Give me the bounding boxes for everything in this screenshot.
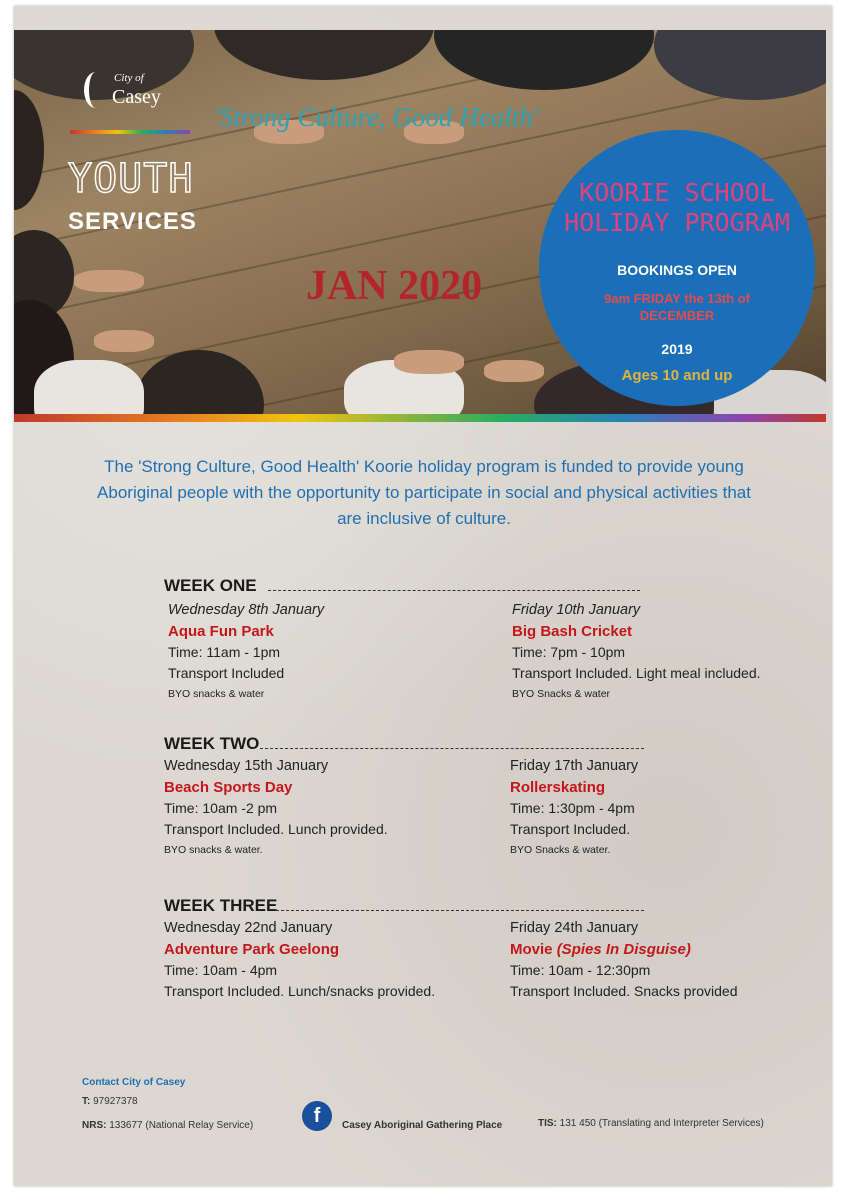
day-time: Time: 10am - 4pm bbox=[164, 962, 278, 978]
day-note: BYO snacks & water bbox=[168, 688, 265, 700]
day-date: Wednesday 22nd January bbox=[164, 920, 333, 936]
day-date: Wednesday 15th January bbox=[164, 758, 329, 774]
week-title: WEEK THREE bbox=[164, 896, 278, 915]
program-intro: The 'Strong Culture, Good Health' Koorie holiday program is funded to provide young Aboriginal people with the opportunity to participate in social and physical activities that are inclusive of culture. bbox=[97, 457, 751, 528]
header-photo bbox=[14, 30, 826, 420]
bookings-badge bbox=[539, 130, 815, 406]
day-date: Friday 17th January bbox=[510, 758, 639, 774]
badge-program-title: KOORIE SCHOOL HOLIDAY PROGRAM bbox=[564, 178, 790, 237]
footer-gathering-place[interactable]: Casey Aboriginal Gathering Place bbox=[342, 1120, 503, 1131]
day-activity: Rollerskating bbox=[510, 779, 606, 796]
nrs-label: NRS: bbox=[82, 1120, 107, 1131]
flyer bbox=[14, 6, 832, 1186]
day-transport: Transport Included bbox=[168, 665, 285, 681]
city-of-casey-logo bbox=[84, 68, 184, 118]
day-card bbox=[168, 600, 324, 705]
badge-year: 2019 bbox=[661, 341, 693, 357]
badge-bookings-date: 9am FRIDAY the 13th of DECEMBER bbox=[604, 291, 750, 323]
logo-casey: Casey bbox=[112, 86, 161, 108]
day-note: BYO Snacks & water. bbox=[510, 844, 611, 856]
day-time: Time: 10am - 12:30pm bbox=[510, 962, 651, 978]
day-date: Friday 10th January bbox=[512, 602, 641, 618]
day-card bbox=[510, 918, 738, 1002]
day-time: Time: 1:30pm - 4pm bbox=[510, 800, 635, 816]
badge-bookings-open: BOOKINGS OPEN bbox=[617, 262, 737, 278]
day-activity bbox=[510, 939, 738, 960]
week-rule bbox=[268, 590, 640, 591]
day-transport: Transport Included. Light meal included. bbox=[512, 665, 761, 681]
rainbow-divider bbox=[14, 414, 826, 422]
day-activity: Adventure Park Geelong bbox=[164, 941, 340, 958]
day-time: Time: 10am -2 pm bbox=[164, 800, 278, 816]
day-transport: Transport Included. Lunch provided. bbox=[164, 821, 388, 837]
day-activity: Beach Sports Day bbox=[164, 779, 293, 796]
footer-contact-heading: Contact City of Casey bbox=[82, 1077, 186, 1088]
day-card bbox=[164, 756, 388, 861]
logo-city-of: City of bbox=[114, 72, 144, 84]
week-rule bbox=[260, 748, 644, 749]
logo-rainbow-bar bbox=[70, 130, 190, 134]
day-card bbox=[510, 756, 638, 861]
day-note: BYO snacks & water. bbox=[164, 844, 263, 856]
day-transport: Transport Included. Lunch/snacks provided. bbox=[164, 983, 436, 999]
day-transport: Transport Included. Snacks provided bbox=[510, 983, 738, 999]
activity-film-title: (Spies In Disguise) bbox=[556, 941, 691, 958]
day-note: BYO Snacks & water bbox=[512, 688, 611, 700]
activity-name: Movie bbox=[510, 941, 553, 958]
casey-leaf-icon bbox=[84, 72, 107, 108]
tis-value: 131 450 (Translating and Interpreter Services) bbox=[559, 1118, 764, 1129]
phone-number[interactable]: 97927378 bbox=[93, 1096, 138, 1107]
badge-ages: Ages 10 and up bbox=[621, 367, 733, 384]
tis-label: TIS: bbox=[538, 1118, 557, 1129]
facebook-icon[interactable]: f bbox=[302, 1101, 332, 1131]
day-date: Wednesday 8th January bbox=[168, 602, 325, 618]
day-activity: Big Bash Cricket bbox=[512, 623, 633, 640]
day-time: Time: 7pm - 10pm bbox=[512, 644, 626, 660]
day-time: Time: 11am - 1pm bbox=[168, 644, 281, 660]
nrs-value: 133677 (National Relay Service) bbox=[109, 1120, 254, 1131]
phone-label: T: bbox=[82, 1096, 91, 1107]
day-activity: Aqua Fun Park bbox=[168, 623, 274, 640]
footer-tis bbox=[538, 1118, 764, 1129]
week-rule bbox=[276, 910, 644, 911]
footer-phone bbox=[82, 1096, 138, 1107]
youth-title: YOUTH bbox=[68, 156, 194, 202]
footer-nrs bbox=[82, 1120, 253, 1131]
day-card bbox=[164, 918, 435, 1002]
program-month: JAN 2020 bbox=[306, 263, 483, 309]
week-title: WEEK ONE bbox=[164, 576, 257, 595]
day-date: Friday 24th January bbox=[510, 920, 639, 936]
day-transport: Transport Included. bbox=[510, 821, 631, 837]
day-card bbox=[512, 600, 761, 705]
tagline: 'Strong Culture, Good Health' bbox=[214, 102, 539, 132]
week-title: WEEK TWO bbox=[164, 734, 260, 753]
services-title: SERVICES bbox=[68, 208, 197, 235]
